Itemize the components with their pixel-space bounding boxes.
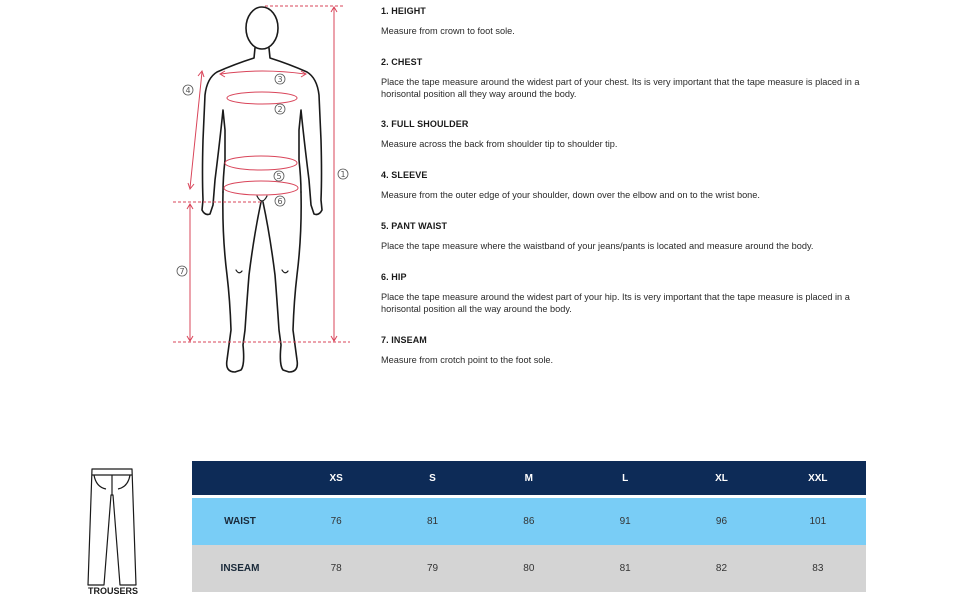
marker-2-label: 2 [277,105,283,114]
table-row-inseam [192,545,866,592]
table-cell: 91 [619,516,631,527]
marker-6-label: 6 [277,197,283,206]
table-cell: 86 [523,516,535,527]
step-description: Place the tape measure where the waistband of your jeans/pants is located and measure around the body. [381,241,814,251]
table-row-waist [192,498,866,545]
trousers-icon [80,458,144,600]
table-header-corner [192,461,288,495]
size-chart-table [192,461,866,592]
step-title: 7. INSEAM [381,335,427,345]
marker-3-label: 3 [277,75,283,84]
marker-7-label: 7 [179,267,185,276]
step-title: 3. FULL SHOULDER [381,119,469,129]
table-cell: 76 [330,516,342,527]
table-cell: 101 [809,516,827,527]
step-title: 5. PANT WAIST [381,221,448,231]
size-header: XL [715,472,728,484]
step-title: 1. HEIGHT [381,6,426,16]
table-cell: 78 [330,563,342,574]
trousers-label: TROUSERS [87,586,138,596]
table-cell: 81 [426,516,439,527]
marker-4-label: 4 [185,86,191,95]
row-label: WAIST [224,516,256,527]
body-outline [202,7,322,372]
step-title: 4. SLEEVE [381,170,428,180]
table-cell: 80 [523,563,535,574]
step-height [381,6,881,37]
size-header: S [429,472,436,484]
marker-5-label: 5 [276,172,282,181]
table-cell: 79 [426,563,439,574]
size-header: M [524,472,533,484]
table-cell: 82 [715,563,728,574]
measurement-guides [173,6,350,342]
step-sleeve [381,170,881,201]
table-cell: 83 [812,563,824,574]
size-header: XXL [808,472,828,484]
table-header-row [192,461,866,495]
step-title: 6. HIP [381,272,407,282]
step-inseam [381,335,881,366]
size-header: XS [329,472,343,484]
step-description: Measure from the outer edge of your shoulder, down over the elbow and on to the wrist bone. [381,190,760,200]
marker-1-label: 1 [340,170,346,179]
step-full-shoulder [381,119,881,150]
body-measurement-figure [165,0,365,380]
table-cell: 81 [619,563,631,574]
step-hip [381,272,881,315]
table-cell: 96 [715,516,728,527]
step-description: Place the tape measure around the widest part of your hip. Its is very important that the tape measure is placed in a horisontal position all the way around the body. [381,292,850,314]
size-header: L [622,472,629,484]
step-description: Measure across the back from shoulder tip to shoulder tip. [381,139,618,149]
step-description: Measure from crown to foot sole. [381,26,515,36]
step-title: 2. CHEST [381,57,423,67]
step-description: Place the tape measure around the widest part of your chest. Its is very important that the tape measure is placed in a horisontal position all they way around the body. [381,77,860,99]
step-description: Measure from crotch point to the foot sole. [381,355,554,365]
step-chest [381,57,881,100]
step-pant-waist [381,221,881,252]
row-label: INSEAM [220,563,260,574]
